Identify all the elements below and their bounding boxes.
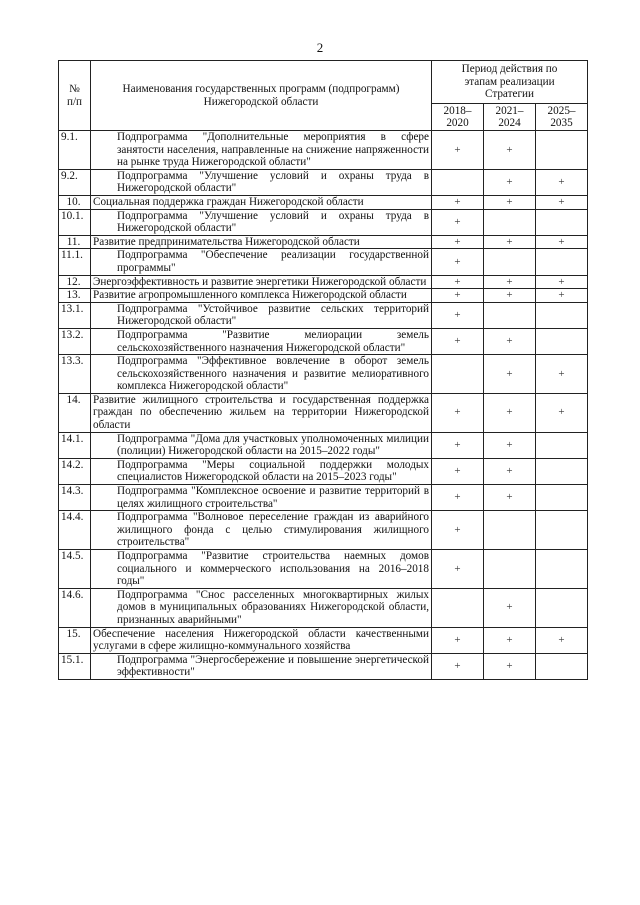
mark-2025-2035 bbox=[536, 328, 588, 354]
row-number: 13.2. bbox=[59, 328, 91, 354]
mark-2018-2020: + bbox=[432, 511, 484, 550]
row-number: 15. bbox=[59, 627, 91, 653]
program-name: Развитие жилищного строительства и государственная поддержка граждан по обеспечению жильем на территории Нижегородской области bbox=[91, 393, 432, 432]
subprogram-name: Подпрограмма "Комплексное освоение и развитие территорий в целях жилищного строительства" bbox=[91, 485, 432, 511]
table-row bbox=[59, 275, 588, 289]
mark-2021-2024: + bbox=[484, 588, 536, 627]
header-number: № п/п bbox=[59, 61, 91, 131]
mark-2018-2020: + bbox=[432, 249, 484, 275]
mark-2025-2035: + bbox=[536, 627, 588, 653]
mark-2018-2020: + bbox=[432, 550, 484, 589]
mark-2025-2035 bbox=[536, 249, 588, 275]
row-number: 14.4. bbox=[59, 511, 91, 550]
row-number: 14. bbox=[59, 393, 91, 432]
mark-2021-2024: + bbox=[484, 275, 536, 289]
mark-2025-2035 bbox=[536, 485, 588, 511]
mark-2025-2035: + bbox=[536, 393, 588, 432]
mark-2018-2020: + bbox=[432, 653, 484, 679]
table-row bbox=[59, 289, 588, 303]
mark-2021-2024 bbox=[484, 550, 536, 589]
mark-2021-2024: + bbox=[484, 432, 536, 458]
table-body bbox=[59, 131, 588, 680]
subprogram-name: Подпрограмма "Дополнительные мероприятия в сфере занятости населения, направленные на снижение напряженности на рынке труда Нижегородской области" bbox=[91, 131, 432, 170]
table-row bbox=[59, 511, 588, 550]
row-number: 14.1. bbox=[59, 432, 91, 458]
programs-table bbox=[58, 60, 588, 680]
subprogram-name: Подпрограмма "Снос расселенных многоквартирных жилых домов в муниципальных образованиях Нижегородской области, признанных аварийными" bbox=[91, 588, 432, 627]
mark-2021-2024: + bbox=[484, 653, 536, 679]
table-row bbox=[59, 235, 588, 249]
mark-2018-2020: + bbox=[432, 432, 484, 458]
row-number: 14.6. bbox=[59, 588, 91, 627]
mark-2021-2024: + bbox=[484, 289, 536, 303]
mark-2025-2035 bbox=[536, 653, 588, 679]
table-row bbox=[59, 627, 588, 653]
program-name: Обеспечение населения Нижегородской области качественными услугами в сфере жилищно-коммунального хозяйства bbox=[91, 627, 432, 653]
row-number: 9.2. bbox=[59, 169, 91, 195]
mark-2021-2024: + bbox=[484, 627, 536, 653]
mark-2021-2024 bbox=[484, 511, 536, 550]
mark-2021-2024: + bbox=[484, 355, 536, 394]
subprogram-name: Подпрограмма "Развитие мелиорации земель сельскохозяйственного назначения Нижегородской области" bbox=[91, 328, 432, 354]
mark-2021-2024 bbox=[484, 209, 536, 235]
program-name: Социальная поддержка граждан Нижегородской области bbox=[91, 195, 432, 209]
mark-2025-2035 bbox=[536, 458, 588, 484]
mark-2018-2020: + bbox=[432, 458, 484, 484]
mark-2021-2024: + bbox=[484, 485, 536, 511]
mark-2018-2020: + bbox=[432, 195, 484, 209]
subprogram-name: Подпрограмма "Устойчивое развитие сельских территорий Нижегородской области" bbox=[91, 302, 432, 328]
mark-2021-2024 bbox=[484, 249, 536, 275]
subprogram-name: Подпрограмма "Улучшение условий и охраны труда в Нижегородской области" bbox=[91, 209, 432, 235]
mark-2018-2020: + bbox=[432, 131, 484, 170]
mark-2021-2024: + bbox=[484, 328, 536, 354]
row-number: 13.3. bbox=[59, 355, 91, 394]
header-program-name: Наименования государственных программ (подпрограмм) Нижегородской области bbox=[91, 61, 432, 131]
row-number: 14.5. bbox=[59, 550, 91, 589]
table-row bbox=[59, 249, 588, 275]
header-year-2025-2035: 2025– 2035 bbox=[536, 104, 588, 131]
mark-2025-2035: + bbox=[536, 275, 588, 289]
row-number: 10. bbox=[59, 195, 91, 209]
table-header bbox=[59, 61, 588, 131]
mark-2025-2035 bbox=[536, 209, 588, 235]
row-number: 15.1. bbox=[59, 653, 91, 679]
table-row bbox=[59, 355, 588, 394]
row-number: 14.3. bbox=[59, 485, 91, 511]
mark-2018-2020: + bbox=[432, 627, 484, 653]
mark-2025-2035 bbox=[536, 588, 588, 627]
page-number: 2 bbox=[316, 40, 324, 55]
mark-2021-2024 bbox=[484, 302, 536, 328]
subprogram-name: Подпрограмма "Обеспечение реализации государственной программы" bbox=[91, 249, 432, 275]
row-number: 11. bbox=[59, 235, 91, 249]
subprogram-name: Подпрограмма "Эффективное вовлечение в оборот земель сельскохозяйственного назначения и развитие мелиоративного комплекса Нижегородской области" bbox=[91, 355, 432, 394]
mark-2025-2035: + bbox=[536, 355, 588, 394]
mark-2018-2020 bbox=[432, 355, 484, 394]
table-row bbox=[59, 653, 588, 679]
mark-2025-2035 bbox=[536, 511, 588, 550]
table-row bbox=[59, 432, 588, 458]
mark-2018-2020 bbox=[432, 169, 484, 195]
table-row bbox=[59, 393, 588, 432]
header-year-2018-2020: 2018– 2020 bbox=[432, 104, 484, 131]
mark-2025-2035: + bbox=[536, 235, 588, 249]
mark-2018-2020: + bbox=[432, 485, 484, 511]
table-row bbox=[59, 302, 588, 328]
row-number: 9.1. bbox=[59, 131, 91, 170]
table-row bbox=[59, 550, 588, 589]
row-number: 12. bbox=[59, 275, 91, 289]
mark-2021-2024: + bbox=[484, 458, 536, 484]
row-number: 14.2. bbox=[59, 458, 91, 484]
table-row bbox=[59, 195, 588, 209]
table-row bbox=[59, 328, 588, 354]
row-number: 10.1. bbox=[59, 209, 91, 235]
subprogram-name: Подпрограмма "Дома для участковых уполномоченных милиции (полиции) Нижегородской области на 2015–2022 годы" bbox=[91, 432, 432, 458]
mark-2018-2020: + bbox=[432, 328, 484, 354]
mark-2018-2020: + bbox=[432, 235, 484, 249]
mark-2018-2020 bbox=[432, 588, 484, 627]
row-number: 11.1. bbox=[59, 249, 91, 275]
mark-2025-2035 bbox=[536, 302, 588, 328]
subprogram-name: Подпрограмма "Энергосбережение и повышение энергетической эффективности" bbox=[91, 653, 432, 679]
subprogram-name: Подпрограмма "Волновое переселение граждан из аварийного жилищного фонда с целью стимулирования жилищного строительства" bbox=[91, 511, 432, 550]
mark-2021-2024: + bbox=[484, 235, 536, 249]
mark-2018-2020: + bbox=[432, 289, 484, 303]
mark-2025-2035: + bbox=[536, 169, 588, 195]
table-row bbox=[59, 588, 588, 627]
subprogram-name: Подпрограмма "Улучшение условий и охраны труда в Нижегородской области" bbox=[91, 169, 432, 195]
table-row bbox=[59, 131, 588, 170]
header-period: Период действия по этапам реализации Стратегии bbox=[432, 61, 588, 104]
subprogram-name: Подпрограмма "Развитие строительства наемных домов социального и коммерческого использования на 2016–2018 годы" bbox=[91, 550, 432, 589]
mark-2025-2035 bbox=[536, 432, 588, 458]
mark-2018-2020: + bbox=[432, 275, 484, 289]
mark-2018-2020: + bbox=[432, 393, 484, 432]
header-year-2021-2024: 2021– 2024 bbox=[484, 104, 536, 131]
mark-2018-2020: + bbox=[432, 209, 484, 235]
mark-2018-2020: + bbox=[432, 302, 484, 328]
mark-2025-2035: + bbox=[536, 195, 588, 209]
mark-2025-2035 bbox=[536, 131, 588, 170]
mark-2025-2035: + bbox=[536, 289, 588, 303]
subprogram-name: Подпрограмма "Меры социальной поддержки молодых специалистов Нижегородской области на 2015–2023 годы" bbox=[91, 458, 432, 484]
mark-2021-2024: + bbox=[484, 169, 536, 195]
program-name: Развитие предпринимательства Нижегородской области bbox=[91, 235, 432, 249]
program-name: Энергоэффективность и развитие энергетики Нижегородской области bbox=[91, 275, 432, 289]
mark-2021-2024: + bbox=[484, 131, 536, 170]
table-row bbox=[59, 485, 588, 511]
table-row bbox=[59, 169, 588, 195]
table-row bbox=[59, 209, 588, 235]
mark-2021-2024: + bbox=[484, 195, 536, 209]
row-number: 13. bbox=[59, 289, 91, 303]
table-row bbox=[59, 458, 588, 484]
program-name: Развитие агропромышленного комплекса Нижегородской области bbox=[91, 289, 432, 303]
row-number: 13.1. bbox=[59, 302, 91, 328]
mark-2025-2035 bbox=[536, 550, 588, 589]
mark-2021-2024: + bbox=[484, 393, 536, 432]
